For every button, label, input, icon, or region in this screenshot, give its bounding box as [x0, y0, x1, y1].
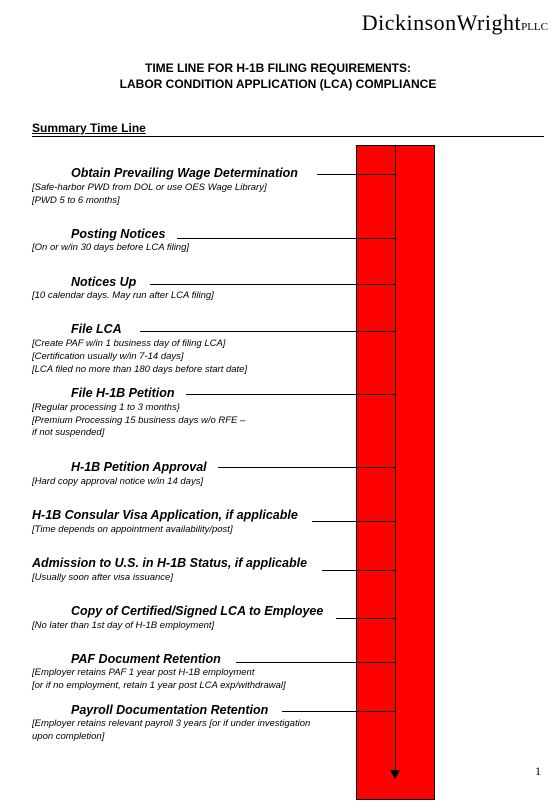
- timeline-item-title: Payroll Documentation Retention: [71, 703, 269, 717]
- timeline-connector: [150, 284, 395, 285]
- timeline-connector: [186, 394, 395, 395]
- timeline-item-note: if not suspended]: [32, 427, 105, 438]
- heading-rule: [32, 136, 544, 137]
- timeline-connector: [140, 331, 395, 332]
- summary-heading: Summary Time Line: [32, 121, 146, 135]
- timeline-connector: [336, 618, 395, 619]
- document-title-line-1: TIME LINE FOR H-1B FILING REQUIREMENTS:: [145, 61, 411, 75]
- timeline-item-note: [Employer retains relevant payroll 3 years [or if under investigation: [32, 718, 311, 729]
- timeline-item-title: Admission to U.S. in H-1B Status, if applicable: [32, 556, 308, 570]
- firm-logo: [362, 10, 548, 36]
- timeline-item-title: File H-1B Petition: [71, 386, 175, 400]
- timeline-item-title: PAF Document Retention: [71, 652, 221, 666]
- document-title-line-2: LABOR CONDITION APPLICATION (LCA) COMPLIANCE: [119, 77, 437, 91]
- firm-logo-name: DickinsonWright: [361, 10, 522, 35]
- timeline-item-note: [Create PAF w/in 1 business day of filing LCA]: [32, 338, 226, 349]
- timeline-item-note: [Hard copy approval notice w/in 14 days]: [32, 476, 204, 487]
- timeline-item-note: [LCA filed no more than 180 days before start date]: [32, 364, 248, 375]
- timeline-item-note: [PWD 5 to 6 months]: [32, 195, 120, 206]
- timeline-item-title: Copy of Certified/Signed LCA to Employee: [71, 604, 324, 618]
- timeline-connector: [312, 521, 395, 522]
- firm-logo-suffix: PLLC: [521, 21, 548, 33]
- timeline-item-title: Posting Notices: [71, 227, 166, 241]
- timeline-item-title: Notices Up: [71, 275, 137, 289]
- timeline-item-title: File LCA: [71, 322, 122, 336]
- timeline-connector: [177, 238, 395, 239]
- timeline-item-note: [or if no employment, retain 1 year post LCA exp/withdrawal]: [32, 680, 286, 691]
- timeline-connector: [236, 662, 395, 663]
- timeline-item-note: [Time depends on appointment availability/post]: [32, 524, 233, 535]
- timeline-item-note: [Regular processing 1 to 3 months}: [32, 402, 180, 413]
- arrow-down-icon: [390, 770, 400, 779]
- timeline-connector: [317, 174, 395, 175]
- page-number: 1: [535, 764, 541, 778]
- timeline-axis: [395, 145, 396, 775]
- timeline-item-note: [Certification usually w/in 7-14 days]: [32, 351, 184, 362]
- timeline-item-note: upon completion]: [32, 731, 105, 742]
- timeline-item-title: Obtain Prevailing Wage Determination: [71, 166, 298, 180]
- timeline-connector: [218, 467, 395, 468]
- timeline-item-note: [Safe-harbor PWD from DOL or use OES Wage Library]: [32, 182, 267, 193]
- timeline-item-note: [Employer retains PAF 1 year post H-1B employment: [32, 667, 255, 678]
- timeline-item-title: H-1B Petition Approval: [71, 460, 207, 474]
- timeline-connector: [322, 570, 395, 571]
- timeline-connector: [282, 711, 395, 712]
- timeline-item-note: [No later than 1st day of H-1B employment]: [32, 620, 215, 631]
- timeline-item-note: [On or w/in 30 days before LCA filing]: [32, 242, 190, 253]
- timeline-item-note: [10 calendar days. May run after LCA filing]: [32, 290, 214, 301]
- timeline-item-note: [Usually soon after visa issuance]: [32, 572, 173, 583]
- timeline-item-note: [Premium Processing 15 business days w/o RFE –: [32, 415, 246, 426]
- timeline-item-title: H-1B Consular Visa Application, if applicable: [32, 508, 298, 522]
